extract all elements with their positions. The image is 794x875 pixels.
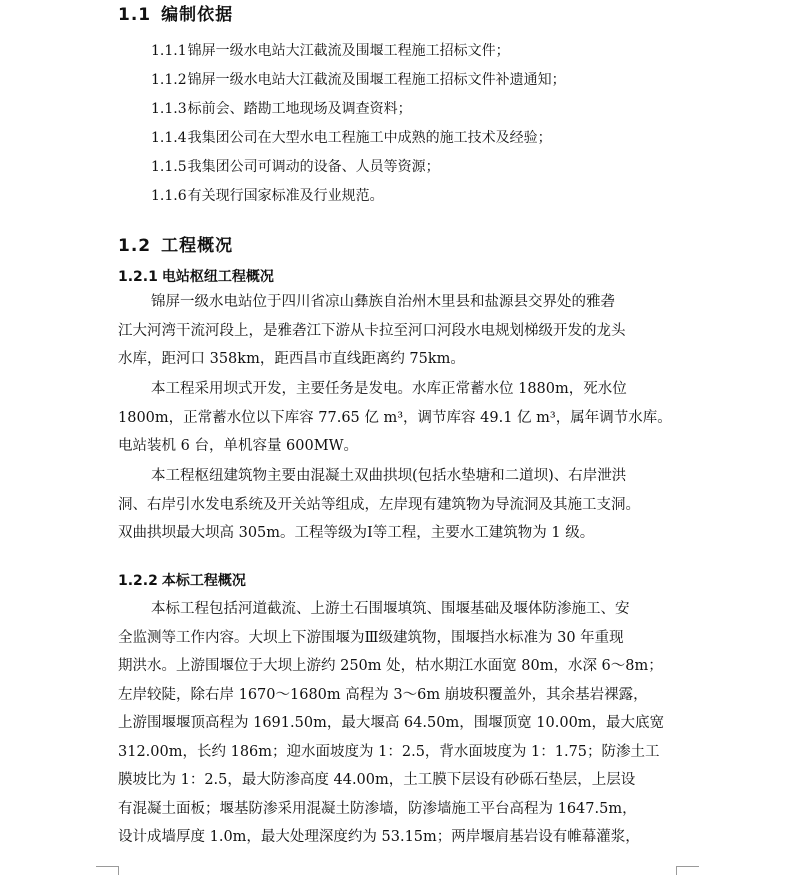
- paragraph: [118, 375, 670, 461]
- section-title: 工程概况: [161, 236, 234, 256]
- list-item: [151, 40, 510, 60]
- paragraph-line: 江大河湾干流河段上，是雅砻江下游从卡拉至河口河段水电规划梯级开发的龙头: [118, 322, 626, 339]
- list-item: [151, 98, 412, 118]
- paragraph-line: 左岸较陡，除右岸 1670～1680m 高程为 3～6m 崩坡积覆盖外，其余基岩裸露，: [118, 686, 648, 703]
- item-number: 1.1.6: [151, 188, 187, 204]
- paragraph-line: 膜坡比为 1：2.5，最大防渗高度 44.00m，土工膜下层设有砂砾石垫层，上层设: [118, 772, 636, 788]
- item-text: 有关现行国家标准及行业规范。: [187, 188, 384, 204]
- subsection-heading-1-2-2: [118, 570, 246, 590]
- paragraph-line: 水库，距河口 358km，距西昌市直线距离约 75km。: [118, 351, 465, 367]
- section-number: 1.2: [118, 236, 152, 256]
- item-number: 1.1.2: [151, 72, 187, 88]
- list-item: [151, 69, 566, 89]
- paragraph-line: 本工程枢纽建筑物主要由混凝土双曲拱坝(包括水垫塘和二道坝)、右岸泄洪: [151, 468, 627, 484]
- list-item: [151, 156, 440, 176]
- paragraph-line: 1800m，正常蓄水位以下库容 77.65 亿 m³，调节库容 49.1 亿 m³，属年调节水库。: [118, 409, 672, 426]
- paragraph-line: 有混凝土面板；堰基防渗采用混凝土防渗墙，防渗墙施工平台高程为 1647.5m，: [118, 800, 637, 817]
- list-item: [151, 185, 384, 205]
- section-heading-1-2: [118, 231, 233, 256]
- paragraph: [118, 462, 670, 548]
- item-number: 1.1.5: [151, 159, 187, 175]
- paragraph-line: 全监测等工作内容。大坝上下游围堰为Ⅲ级建筑物，围堰挡水标准为 30 年重现: [118, 629, 624, 646]
- subsection-number: 1.2.1: [118, 269, 158, 285]
- subsection-title: 本标工程概况: [161, 573, 246, 589]
- paragraph-line: 本工程采用坝式开发，主要任务是发电。水库正常蓄水位 1880m，死水位: [151, 381, 627, 397]
- paragraph: [118, 288, 670, 374]
- item-number: 1.1.3: [151, 101, 187, 117]
- item-number: 1.1.4: [151, 130, 187, 146]
- item-text: 标前会、踏勘工地现场及调查资料；: [187, 101, 412, 117]
- paragraph: [118, 595, 670, 852]
- item-text: 我集团公司可调动的设备、人员等资源；: [187, 159, 440, 175]
- section-heading-1-1: [118, 0, 233, 25]
- paragraph-line: 洞、右岸引水发电系统及开关站等组成，左岸现有建筑物为导流洞及其施工支洞。: [118, 496, 640, 513]
- item-text: 锦屏一级水电站大江截流及围堰工程施工招标文件补遗通知；: [187, 72, 566, 88]
- paragraph-line: 期洪水。上游围堰位于大坝上游约 250m 处，枯水期江水面宽 80m，水深 6～8m；: [118, 658, 663, 674]
- subsection-number: 1.2.2: [118, 573, 158, 589]
- paragraph-line: 电站装机 6 台，单机容量 600MW。: [118, 438, 358, 454]
- section-number: 1.1: [118, 5, 152, 25]
- paragraph-line: 设计成墙厚度 1.0m，最大处理深度约为 53.15m；两岸堰肩基岩设有帷幕灌浆，: [118, 829, 640, 845]
- item-number: 1.1.1: [151, 43, 187, 59]
- section-title: 编制依据: [161, 5, 234, 25]
- list-item: [151, 127, 552, 147]
- paragraph-line: 本标工程包括河道截流、上游土石围堰填筑、围堰基础及堰体防渗施工、安: [151, 601, 630, 617]
- paragraph-line: 双曲拱坝最大坝高 305m。工程等级为Ⅰ等工程，主要水工建筑物为 1 级。: [118, 525, 595, 541]
- page-corner-mark-right: [676, 866, 699, 875]
- paragraph-line: 上游围堰堰顶高程为 1691.50m，最大堰高 64.50m，围堰顶宽 10.00m，最大底宽: [118, 715, 665, 731]
- page-corner-mark-left: [96, 866, 119, 875]
- item-text: 我集团公司在大型水电工程施工中成熟的施工技术及经验；: [187, 130, 552, 146]
- subsection-heading-1-2-1: [118, 266, 274, 286]
- subsection-title: 电站枢纽工程概况: [161, 269, 274, 285]
- item-text: 锦屏一级水电站大江截流及围堰工程施工招标文件；: [187, 43, 510, 59]
- paragraph-line: 312.00m，长约 186m；迎水面坡度为 1：2.5，背水面坡度为 1：1.75；防渗土工: [118, 743, 660, 760]
- paragraph-line: 锦屏一级水电站位于四川省凉山彝族自治州木里县和盐源县交界处的雅砻: [151, 294, 615, 310]
